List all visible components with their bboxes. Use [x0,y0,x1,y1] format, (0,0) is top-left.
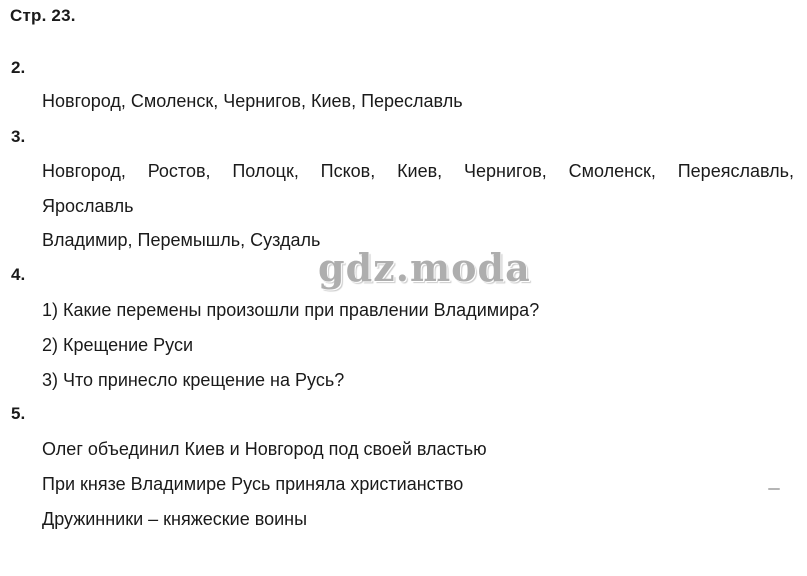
answer-line: 3) Что принесло крещение на Русь? [42,370,345,390]
watermark-logo: gdz.moda [318,245,531,290]
answer-line: Ярославль [42,196,134,216]
answer-line: Новгород, Смоленск, Чернигов, Киев, Переславль [42,91,463,111]
answer-line: При князе Владимире Русь приняла христианство [42,474,464,494]
answer-line: 1) Какие перемены произошли при правлении Владимира? [42,300,540,320]
page-heading: Стр. 23. [10,6,76,25]
task-number: 5. [11,404,26,423]
task-number: 2. [11,58,26,77]
answer-line: Дружинники – княжеские воины [42,509,308,529]
scan-speck [768,488,780,490]
task-number: 4. [11,265,26,284]
task-number: 3. [11,127,26,146]
answer-line: Олег объединил Киев и Новгород под своей властью [42,439,487,459]
answer-line: Новгород, Ростов, Полоцк, Псков, Киев, Чернигов, Смоленск, Переяславль, [42,161,794,181]
answer-line: 2) Крещение Руси [42,335,193,355]
answer-line: Владимир, Перемышль, Суздаль [42,230,321,250]
